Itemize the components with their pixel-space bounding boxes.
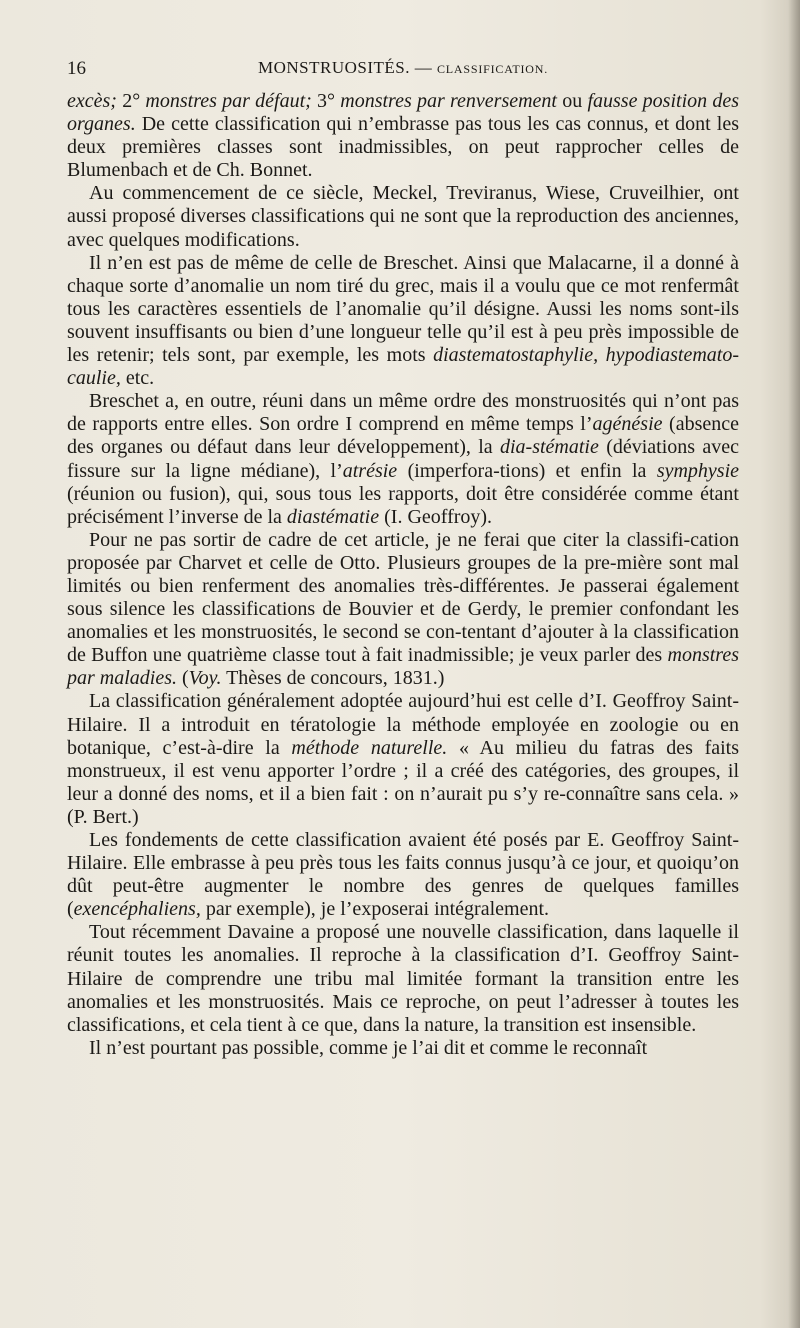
text-run: Au commencement de ce siècle, Meckel, Treviranus, Wiese, Cruveilhier, ont aussi proposé diverses classifications qui ne sont que la reproduction des anciennes, avec quelques modifications.: [67, 182, 739, 251]
page-number: 16: [67, 58, 86, 79]
page-gutter-shadow: [788, 0, 800, 1328]
text-run: (absence des organes ou défaut dans leur développement), la: [67, 413, 739, 459]
running-head-separator: —: [414, 58, 433, 77]
text-run: (réunion ou fusion), qui, sous tous les rapports, doit être considérée comme étant précisément l’inverse de la: [67, 482, 739, 528]
italic-run: monstres par maladies.: [67, 644, 739, 690]
italic-run: méthode naturelle.: [291, 736, 448, 759]
text-run: ou: [556, 90, 588, 112]
text-run: De cette classification qui n’embrasse pas tous les cas connus, et dont les deux premières classes sont inadmissibles, on peut rapprocher celles de Blumenbach et de Ch. Bonnet.: [67, 113, 739, 182]
text-run: etc.: [120, 367, 155, 390]
running-head-section: CLASSIFICATION.: [436, 62, 548, 76]
text-run: La classification généralement adoptée aujourd’hui est celle d’I. Geoffroy Saint-Hilaire. Il a introduit en tératologie la méthode employée en zoologie ou en botanique, c’est-à-dire la: [67, 690, 739, 759]
italic-run: fausse position des organes.: [67, 90, 740, 136]
paragraph: [67, 90, 739, 182]
italic-run: exencéphaliens,: [73, 898, 201, 921]
paragraph: [67, 1037, 739, 1060]
text-run: Thèses de concours, 1831.): [221, 667, 445, 690]
italic-run: atrésie: [342, 459, 398, 482]
text-run: par exemple), je l’exposerai intégralement.: [200, 898, 550, 921]
italic-run: dia-stématie: [500, 436, 599, 459]
running-head-title: MONSTRUOSITÉS.: [257, 58, 410, 77]
text-run: (: [177, 667, 189, 690]
body-text: [67, 90, 739, 1060]
text-run: 3°: [317, 90, 341, 112]
italic-run: monstres par défaut;: [145, 90, 318, 112]
text-run: Il n’est pourtant pas possible, comme je l’ai dit et comme le reconnaît: [89, 1036, 648, 1059]
text-run: Pour ne pas sortir de cadre de cet article, je ne ferai que citer la classifi-cation proposée par Charvet et celle de Otto. Plusieurs groupes de la pre-mière sont mal limités ou bien renferment des anomalies très-différentes. Je passerai également sous silence les classifications de Bouvier et de Gerdy, le premier confondant les anomalies et les monstruosités, le second se con-tentant d’ajouter à la classification de Buffon une quatrième classe tout à fait inadmissible; je veux parler des: [67, 528, 739, 667]
paragraph: [67, 252, 739, 391]
text-run: « Au milieu du fatras des faits monstrueux, il est venu apporter l’ordre ; il a créé des catégories, des groupes, il leur a donné des noms, et il a bien fait : on n’aurait pu s’y re-connaître sans cela. » (P. Bert.): [67, 736, 740, 828]
text-run: Les fondements de cette classification avaient été posés par E. Geoffroy Saint-Hilaire. Elle embrasse à peu près tous les faits connus jusqu’à ce jour, et quoiqu’on dût peut-être augmenter le nombre des genres de quelques familles (: [67, 829, 739, 921]
text-run: 2°: [122, 90, 146, 112]
paragraph: [67, 182, 739, 251]
paragraph: [67, 829, 739, 921]
paragraph: [67, 390, 739, 529]
text-run: (I. Geoffroy).: [379, 505, 493, 528]
text-run: Il n’en est pas de même de celle de Breschet. Ainsi que Malacarne, il a donné à chaque sorte d’anomalie un nom tiré du grec, mais il a voulu que ce mot renfermât tous les caractères essentiels de l’anomalie qu’il désigne. Aussi les noms sont-ils souvent insuffisants ou bien d’une longueur telle qu’il est à peu près impossible de les retenir; tels sont, par exemple, les mots: [67, 251, 739, 367]
text-run: Breschet a, en outre, réuni dans un même ordre des monstruosités qui n’ont pas de rapports entre elles. Son ordre I comprend en même temps l’: [67, 390, 739, 436]
italic-run: monstres par renversement: [340, 90, 557, 112]
italic-run: diastematostaphylie, hypodiastemato-caulie,: [67, 344, 739, 390]
italic-run: Voy.: [188, 667, 222, 690]
page-header: [67, 58, 739, 86]
text-run: (déviations avec fissure sur la ligne médiane), l’: [67, 436, 739, 482]
paragraph: [67, 690, 739, 829]
italic-run: diastématie: [286, 505, 380, 528]
italic-run: agénésie: [592, 413, 663, 436]
text-run: (imperfora-tions) et enfin la: [397, 459, 657, 482]
italic-run: excès;: [67, 90, 123, 112]
text-run: Tout récemment Davaine a proposé une nouvelle classification, dans laquelle il réunit toutes les anomalies. Il reproche à la classification d’I. Geoffroy Saint-Hilaire de comprendre une tribu mal limitée formant la transition entre les anomalies et les monstruosités. Mais ce reproche, on peut l’adresser à toutes les classifications, et cela tient à ce que, dans la nature, la transition est insensible.: [67, 921, 739, 1036]
running-head: [67, 58, 739, 78]
paragraph: [67, 529, 739, 691]
italic-run: symphysie: [656, 459, 740, 482]
paragraph: [67, 921, 739, 1036]
